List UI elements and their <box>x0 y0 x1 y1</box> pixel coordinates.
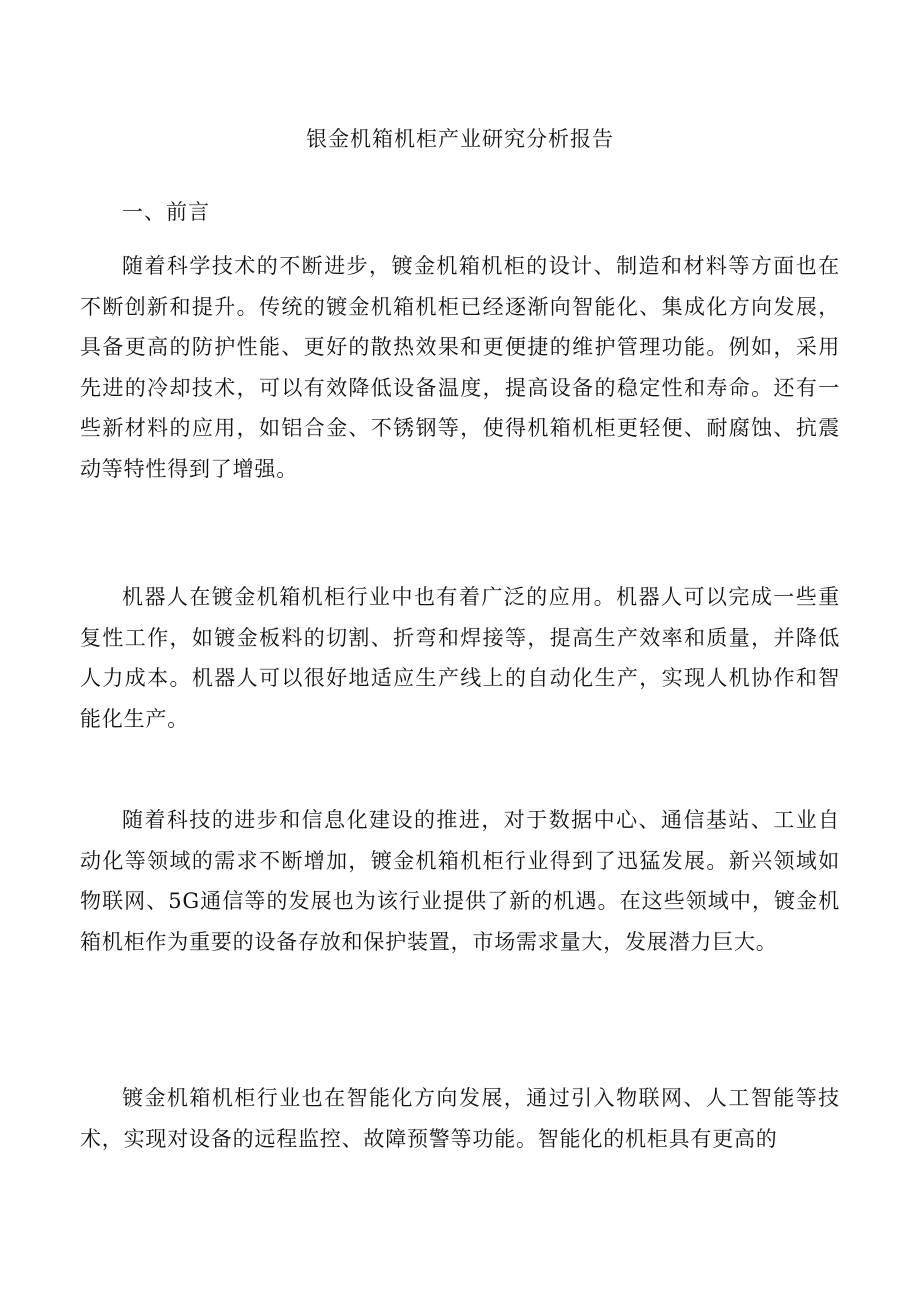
document-title: 银金机箱机柜产业研究分析报告 <box>306 127 614 151</box>
paragraph-3: 随着科技的进步和信息化建设的推进，对于数据中心、通信基站、工业自动化等领域的需求不断增加，镀金机箱机柜行业得到了迅猛发展。新兴领域如物联网、5G通信等的发展也为该行业提供了新的机遇。在这些领域中，镀金机箱机柜作为重要的设备存放和保护装置，市场需求量大，发展潜力巨大。 <box>80 808 840 954</box>
paragraph-2: 机器人在镀金机箱机柜行业中也有着广泛的应用。机器人可以完成一些重复性工作，如镀金板料的切割、折弯和焊接等，提高生产效率和质量，并降低人力成本。机器人可以很好地适应生产线上的自动化生产，实现人机协作和智能化生产。 <box>80 585 840 731</box>
section-heading: 一、前言 <box>122 200 210 224</box>
paragraph-1: 随着科学技术的不断进步，镀金机箱机柜的设计、制造和材料等方面也在不断创新和提升。传统的镀金机箱机柜已经逐渐向智能化、集成化方向发展，具备更高的防护性能、更好的散热效果和更便捷的维护管理功能。例如，采用先进的冷却技术，可以有效降低设备温度，提高设备的稳定性和寿命。还有一些新材料的应用，如铝合金、不锈钢等，使得机箱机柜更轻便、耐腐蚀、抗震动等特性得到了增强。 <box>80 254 840 481</box>
paragraph-4: 镀金机箱机柜行业也在智能化方向发展，通过引入物联网、人工智能等技术，实现对设备的远程监控、故障预警等功能。智能化的机柜具有更高的 <box>80 1086 840 1151</box>
